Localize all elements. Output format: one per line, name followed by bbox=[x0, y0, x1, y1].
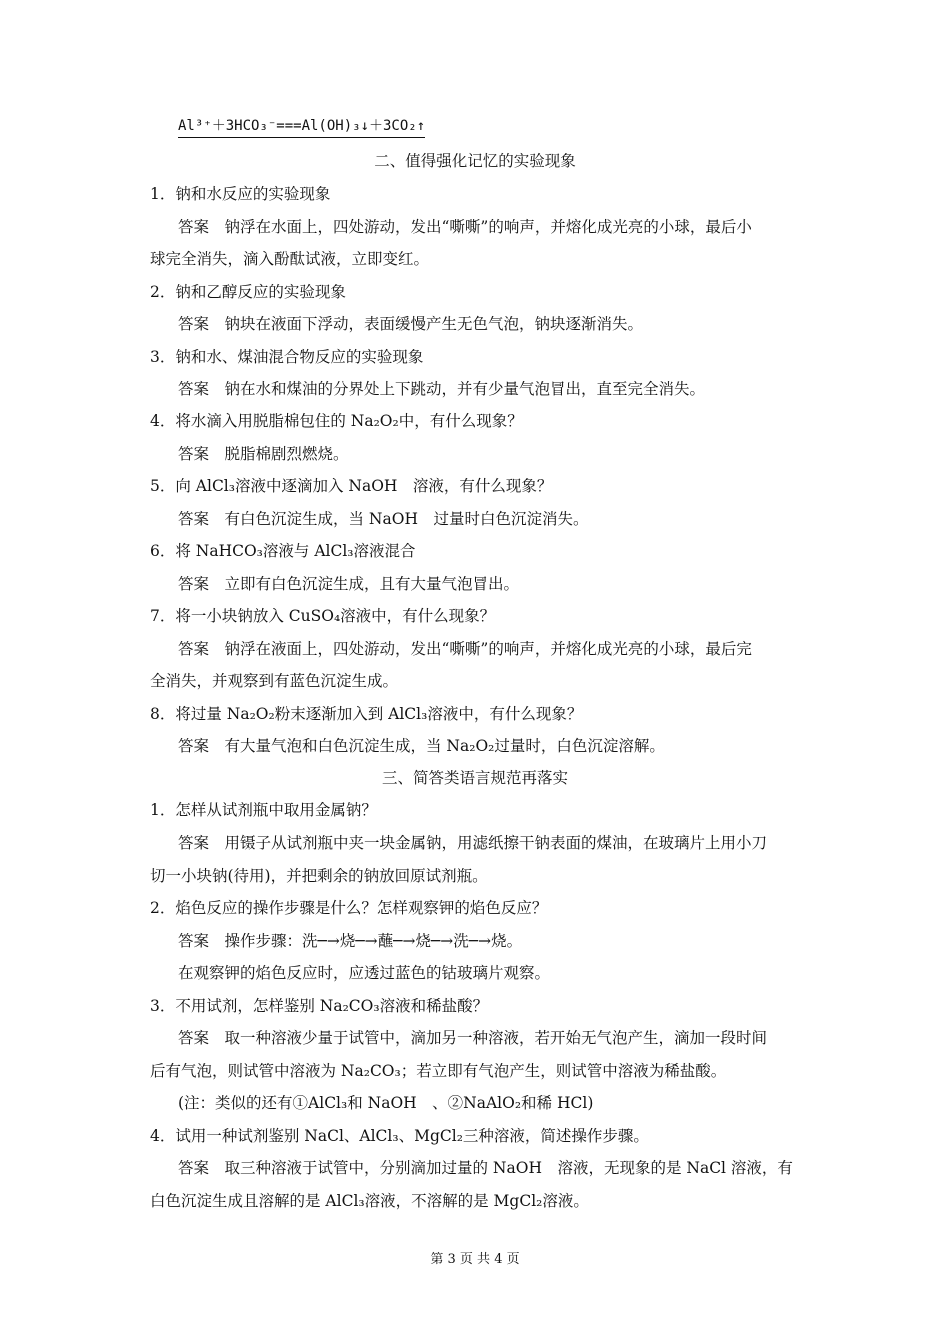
answer-line: 答案 钠浮在水面上，四处游动，发出“嘶嘶”的响声，并熔化成光亮的小球，最后小 bbox=[178, 218, 752, 236]
question: 4．试用一种试剂鉴别 NaCl、AlCl₃、MgCl₂三种溶液，简述操作步骤。 bbox=[150, 1127, 649, 1145]
question: 1．钠和水反应的实验现象 bbox=[150, 185, 331, 203]
formula-line: Al³⁺＋3HCO₃⁻===Al(OH)₃↓＋3CO₂↑ bbox=[178, 116, 425, 138]
answer-line: 在观察钾的焰色反应时，应透过蓝色的钴玻璃片观察。 bbox=[178, 964, 551, 982]
answer-line: 答案 有白色沉淀生成，当 NaOH 过量时白色沉淀消失。 bbox=[178, 510, 589, 528]
question: 1．怎样从试剂瓶中取用金属钠？ bbox=[150, 801, 377, 819]
answer-line: 答案 钠块在液面下浮动，表面缓慢产生无色气泡，钠块逐渐消失。 bbox=[178, 315, 644, 333]
answer-line: 答案 脱脂棉剧烈燃烧。 bbox=[178, 445, 349, 463]
answer-line: 全消失，并观察到有蓝色沉淀生成。 bbox=[150, 672, 399, 690]
answer-line: 答案 操作步骤：洗─→烧─→蘸─→烧─→洗─→烧。 bbox=[178, 932, 523, 950]
answer-line: 答案 钠在水和煤油的分界处上下跳动，并有少量气泡冒出，直至完全消失。 bbox=[178, 380, 706, 398]
question: 5．向 AlCl₃溶液中逐滴加入 NaOH 溶液，有什么现象？ bbox=[150, 477, 553, 495]
question: 8．将过量 Na₂O₂粉末逐渐加入到 AlCl₃溶液中，有什么现象？ bbox=[150, 705, 583, 723]
answer-line: 答案 立即有白色沉淀生成，且有大量气泡冒出。 bbox=[178, 575, 520, 593]
question: 3．钠和水、煤油混合物反应的实验现象 bbox=[150, 348, 424, 366]
section-3-title: 三、简答类语言规范再落实 bbox=[381, 769, 568, 787]
question: 7．将一小块钠放入 CuSO₄溶液中，有什么现象？ bbox=[150, 607, 496, 625]
page-footer: 第 3 页 共 4 页 bbox=[430, 1252, 520, 1267]
answer-line: 白色沉淀生成且溶解的是 AlCl₃溶液，不溶解的是 MgCl₂溶液。 bbox=[150, 1192, 589, 1210]
answer-line: 答案 取三种溶液于试管中，分别滴加过量的 NaOH 溶液，无现象的是 NaCl 溶液，有 bbox=[178, 1159, 793, 1177]
question: 4．将水滴入用脱脂棉包住的 Na₂O₂中，有什么现象？ bbox=[150, 412, 523, 430]
question: 6．将 NaHCO₃溶液与 AlCl₃溶液混合 bbox=[150, 542, 416, 560]
answer-line: (注：类似的还有①AlCl₃和 NaOH 、②NaAlO₂和稀 HCl) bbox=[178, 1094, 594, 1112]
answer-line: 切一小块钠(待用)，并把剩余的钠放回原试剂瓶。 bbox=[150, 867, 488, 885]
question: 2．钠和乙醇反应的实验现象 bbox=[150, 283, 346, 301]
question: 3．不用试剂，怎样鉴别 Na₂CO₃溶液和稀盐酸？ bbox=[150, 997, 489, 1015]
answer-line: 答案 钠浮在液面上，四处游动，发出“嘶嘶”的响声，并熔化成光亮的小球，最后完 bbox=[178, 640, 752, 658]
answer-line: 后有气泡，则试管中溶液为 Na₂CO₃；若立即有气泡产生，则试管中溶液为稀盐酸。 bbox=[150, 1062, 727, 1080]
answer-line: 答案 用镊子从试剂瓶中夹一块金属钠，用滤纸擦干钠表面的煤油，在玻璃片上用小刀 bbox=[178, 834, 768, 852]
answer-line: 答案 取一种溶液少量于试管中，滴加另一种溶液，若开始无气泡产生，滴加一段时间 bbox=[178, 1029, 768, 1047]
question: 2．焰色反应的操作步骤是什么？怎样观察钾的焰色反应？ bbox=[150, 899, 548, 917]
answer-line: 球完全消失，滴入酚酞试液，立即变红。 bbox=[150, 250, 430, 268]
section-2-title: 二、值得强化记忆的实验现象 bbox=[374, 152, 576, 170]
answer-line: 答案 有大量气泡和白色沉淀生成，当 Na₂O₂过量时，白色沉淀溶解。 bbox=[178, 737, 665, 755]
